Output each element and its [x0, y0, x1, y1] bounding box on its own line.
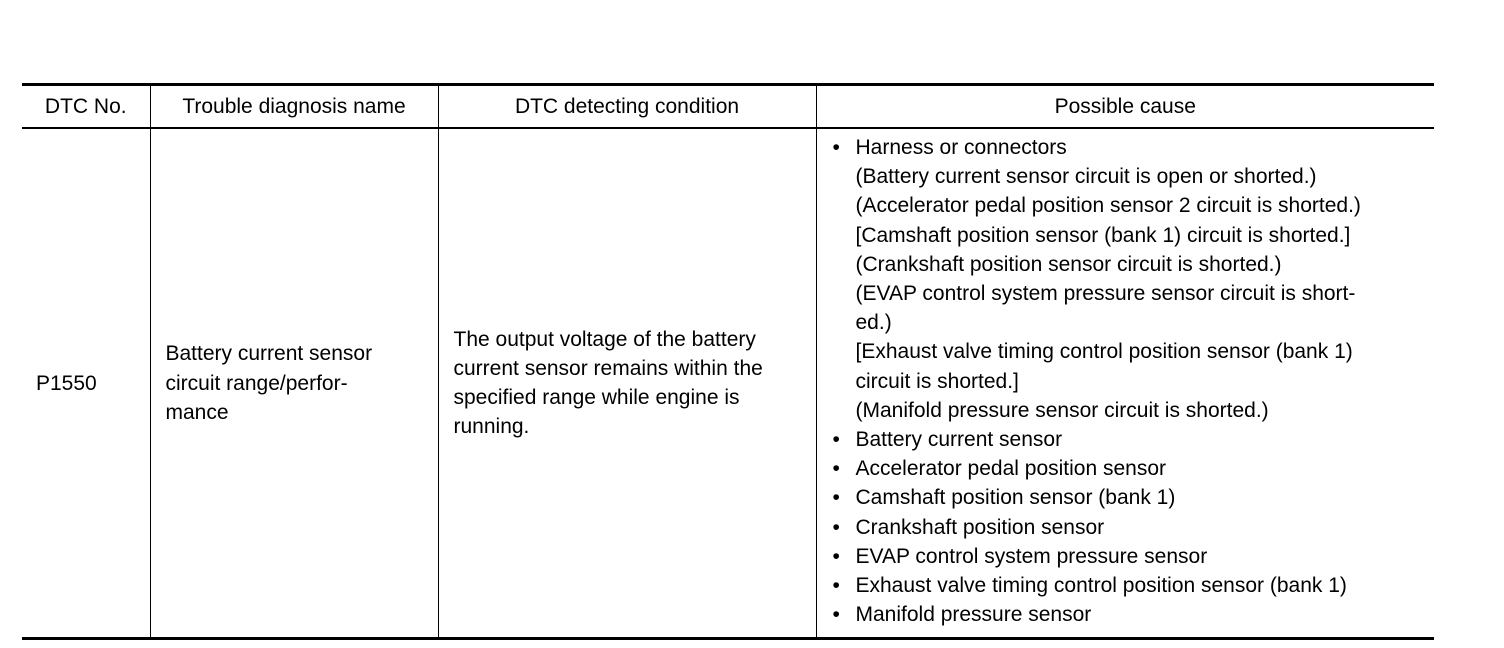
- cause-label: Battery current sensor: [855, 428, 1063, 452]
- cause-list: [817, 133, 1435, 629]
- header-possible-cause: Possible cause: [816, 85, 1434, 129]
- condition-line: The output voltage of the battery: [453, 327, 756, 351]
- cause-detail: (Accelerator pedal position sensor 2 circuit is shorted.): [855, 194, 1361, 218]
- trouble-name-line: circuit range/perfor-: [165, 371, 348, 395]
- condition-line: current sensor remains within the: [453, 357, 763, 381]
- condition-line: specified range while engine is: [453, 386, 740, 410]
- trouble-name-cell: [150, 128, 438, 639]
- bullet-icon: •: [832, 136, 840, 159]
- dtc-code-cell: [22, 128, 150, 639]
- cause-item-manifold-sensor: [832, 600, 1435, 629]
- cause-label: Crankshaft position sensor: [855, 515, 1105, 539]
- cause-item-evap-sensor: [832, 542, 1435, 571]
- bullet-icon: •: [832, 428, 840, 452]
- bullet-icon: •: [832, 515, 840, 539]
- cause-label: Harness or connectors: [855, 136, 1067, 159]
- dtc-code: P1550: [36, 371, 97, 395]
- cause-item-battery-current-sensor: [832, 425, 1435, 454]
- header-row: [22, 85, 1434, 129]
- dtc-table: [22, 83, 1434, 640]
- cause-detail: (Crankshaft position sensor circuit is shorted.): [855, 252, 1282, 276]
- cause-detail: [Exhaust valve timing control position sensor (bank 1): [855, 340, 1353, 364]
- cause-detail: (Battery current sensor circuit is open or shorted.): [855, 165, 1317, 189]
- bullet-icon: •: [832, 486, 840, 510]
- bullet-icon: •: [832, 603, 840, 627]
- cause-detail: ed.): [855, 311, 892, 335]
- cause-detail: [Camshaft position sensor (bank 1) circuit is shorted.]: [855, 223, 1351, 247]
- trouble-name-line: mance: [165, 400, 229, 424]
- header-trouble-diagnosis-name: Trouble diagnosis name: [150, 85, 438, 129]
- cause-detail: (EVAP control system pressure sensor circuit is short-: [855, 282, 1356, 306]
- trouble-name-line: Battery current sensor: [165, 342, 373, 366]
- cause-item-harness: [832, 133, 1435, 425]
- table-row: [22, 128, 1434, 639]
- cause-label: Manifold pressure sensor: [855, 603, 1092, 627]
- cause-label: EVAP control system pressure sensor: [855, 544, 1208, 568]
- cause-label: Exhaust valve timing control position sensor (bank 1): [855, 574, 1347, 598]
- header-dtc-no: DTC No.: [22, 85, 150, 129]
- detecting-condition-cell: [438, 128, 816, 639]
- bullet-icon: •: [832, 457, 840, 481]
- cause-item-crankshaft-sensor: [832, 513, 1435, 542]
- table-body: [22, 128, 1434, 639]
- table-header: [22, 85, 1434, 129]
- cause-item-camshaft-sensor: [832, 483, 1435, 512]
- header-dtc-detecting-condition: DTC detecting condition: [438, 85, 816, 129]
- cause-item-exhaust-valve-sensor: [832, 571, 1435, 600]
- condition-line: running.: [453, 415, 530, 439]
- possible-cause-cell: [816, 128, 1434, 639]
- bullet-icon: •: [832, 574, 840, 598]
- bullet-icon: •: [832, 544, 840, 568]
- cause-item-accelerator-pedal-sensor: [832, 454, 1435, 483]
- cause-detail-list: [856, 162, 1435, 425]
- cause-label: Camshaft position sensor (bank 1): [855, 486, 1176, 510]
- cause-detail: (Manifold pressure sensor circuit is shorted.): [855, 398, 1269, 422]
- cause-detail: circuit is shorted.]: [855, 369, 1019, 393]
- cause-label: Accelerator pedal position sensor: [855, 457, 1167, 481]
